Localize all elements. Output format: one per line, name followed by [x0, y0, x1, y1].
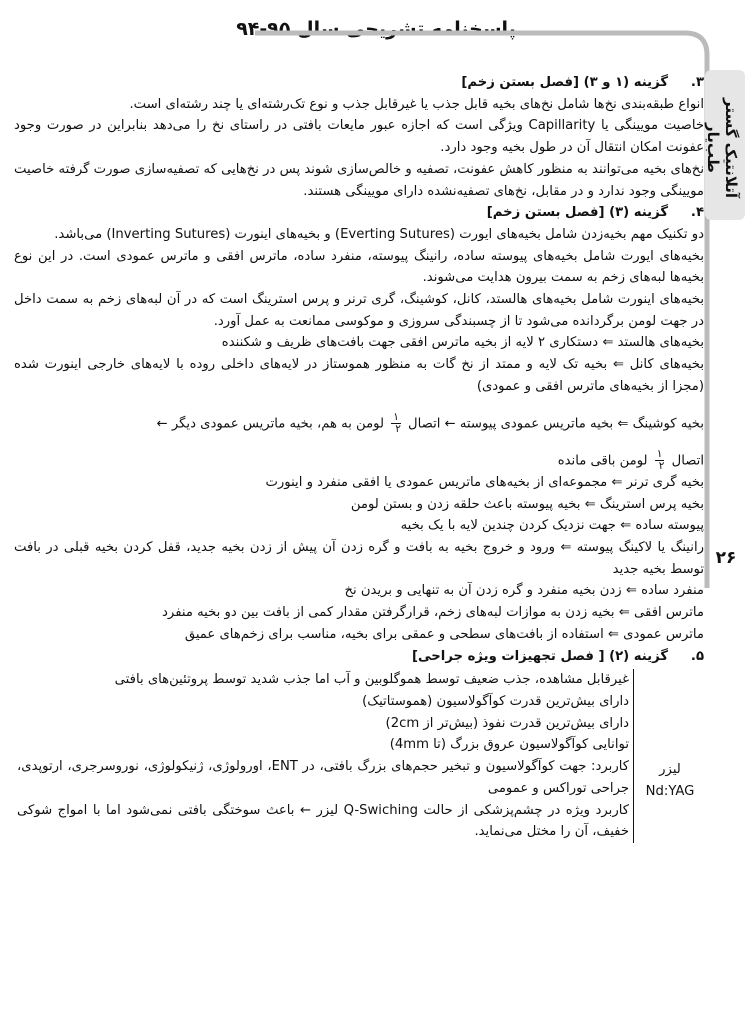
ndyag-line-4: توانایی کوآگولاسیون عروق بزرگ (تا 4mm) [389, 737, 629, 753]
q4-line-halsted: بخیه‌های هالستد ⇐ دستکاری ۲ لایه از بخیه ماترس افقی جهت بافت‌های ظریف و شکننده [221, 335, 704, 351]
fraction-denominator: ۲ [395, 422, 401, 435]
fraction-numerator: ۱ [656, 447, 663, 460]
cushing-part-a: بخیه کوشینگ ⇐ بخیه ماتریس عمودی پیوسته ← اتصال [408, 416, 704, 432]
question-5-number: ۵. [690, 648, 704, 664]
def-gray-turner: بخیه گری ترنر ⇐ مجموعه‌ای از بخیه‌های ماتریس عمودی یا افقی منفرد و اینورت [265, 474, 704, 490]
question-4-heading [14, 202, 704, 224]
q4-cushing-line [14, 412, 704, 435]
def-purse-string: بخیه پرس استرینگ ⇐ بخیه پیوسته باعث حلقه زدن و بستن لومن [350, 496, 704, 512]
fraction-half-1 [391, 412, 401, 435]
question-3-title: گزینه (۱ و ۳) [فصل بستن زخم] [461, 75, 668, 90]
ndyag-properties [17, 669, 634, 843]
def-simple-continuous: پیوسته ساده ⇐ جهت نزدیک کردن چندین لایه با یک بخیه [400, 518, 704, 534]
ndyag-block [14, 669, 704, 879]
q4-line-2: بخیه‌های ایورت شامل بخیه‌های پیوسته ساده، رانینگ پیوسته، منفرد ساده، ماترس افقی و ماترس عمودی است. در این نوع بخیه‌ها لبه‌های زخم به سمت بیرون هدایت می‌شوند. [14, 248, 704, 286]
q4-line-connell: بخیه‌های کانل ⇐ بخیه تک لایه و ممتد از نخ گات به منظور هموستاز در لایه‌های داخلی روده با لایه‌های خارجی اینورت شده (مجزا از بخیه‌های ماترس افقی و عمودی) [14, 357, 704, 394]
page-number: ۲۶ [715, 548, 737, 568]
ndyag-label-laser: لیزر [659, 762, 681, 778]
ndyag-label [636, 759, 704, 803]
def-vertical-mattress: ماترس عمودی ⇐ استفاده از بافت‌های سطحی و عمقی برای بخیه، مناسب برای زخم‌های عمیق [184, 626, 704, 642]
def-running-locking: رانینگ یا لاکینگ پیوسته ⇐ ورود و خروج بخیه به بافت و گره زدن آن پیش از زدن بخیه جدید، قفل کردن بخیه قبلی در بافت توسط بخیه جدید [14, 540, 704, 577]
def-simple-interrupted: منفرد ساده ⇐ زدن بخیه منفرد و گره زدن آن به تنهایی و بریدن نخ [344, 583, 704, 599]
q4-cushing-continuation [14, 449, 704, 472]
cushing-part-c: اتصال [671, 453, 704, 469]
q3-line-2: خاصیت مویینگی یا Capillarity ویژگی است که اجازه عبور مایعات بافتی در راستای نخ را می‌دهد بنابراین در صورت وجود عفونت امکان انتقال آن در طول بخیه وجود دارد. [14, 118, 705, 156]
def-horizontal-mattress: ماترس افقی ⇐ بخیه زدن به موازات لبه‌های زخم، قرارگرفتن مقدار کمی از بافت بین دو بخیه منفرد [162, 605, 704, 621]
cushing-part-d: لومن باقی مانده [557, 453, 648, 469]
ndyag-line-3: دارای بیش‌ترین قدرت نفوذ (بیش‌تر از 2cm) [385, 715, 629, 731]
page-title: پاسخنامه تشریحی سال ۹۵-۹۴ [236, 18, 516, 40]
q3-line-1: انواع طبقه‌بندی نخ‌ها شامل نخ‌های بخیه قابل جذب یا غیرقابل جذب و نوع تک‌رشته‌ای یا چند رشته‌ای است. [129, 96, 704, 112]
q4-line-3: بخیه‌های اینورت شامل بخیه‌های هالستد، کانل، کوشینگ، گری ترنر و پرس استرینگ است که در آن لبه‌های زخم به سمت داخل در جهت لومن برگردانده می‌شود تا از چسبندگی سروزی و موکوسی ممانعت به عمل آورد. [14, 292, 704, 329]
question-4-title: گزینه (۳) [فصل بستن زخم] [486, 205, 668, 221]
ndyag-label-name: Nd:YAG [645, 784, 695, 800]
ndyag-line-5: کاربرد: جهت کوآگولاسیون و تبخیر حجم‌های بزرگ بافتی، در ENT، اورولوژی، ژنیکولوژی، نوروسرجری، ارتوپدی، جراحی توراکس و عمومی [17, 759, 629, 796]
q3-line-3: نخ‌های بخیه می‌توانند به منظور کاهش عفونت، تصفیه و خالص‌سازی شوند پس در نخ‌هایی که تصفیه‌سازی صورت گرفته خاصیت مویینگی وجود ندارد و در مقابل، نخ‌های تصفیه‌نشده دارای مویینگی هستند. [14, 161, 704, 199]
cushing-part-b: لومن به هم، بخیه ماتریس عمودی دیگر ← [156, 416, 384, 432]
side-label: آتلانتیک گستر طب‌یار [704, 97, 740, 199]
fraction-numerator: ۱ [393, 410, 399, 423]
ndyag-line-1: غیرقابل مشاهده، جذب ضعیف توسط هموگلوبین و آب اما جذب شدید توسط پروتئین‌های بافتی [114, 672, 629, 688]
question-4-number: ۴. [690, 205, 704, 221]
ndyag-line-2: دارای بیش‌ترین قدرت کوآگولاسیون (هموستاتیک) [362, 693, 629, 709]
question-5-title: گزینه (۲) [ فصل تجهیزات ویژه جراحی] [411, 648, 668, 664]
fraction-half-2 [655, 449, 665, 472]
q4-line-1: دو تکنیک مهم بخیه‌زدن شامل بخیه‌های ایورت (Everting Sutures) و بخیه‌های اینورت (Inverting Sutures) می‌باشد. [54, 226, 704, 242]
fraction-denominator: ۲ [658, 459, 665, 472]
question-5-heading [14, 646, 704, 668]
question-3-number: ۳. [690, 75, 704, 90]
ndyag-line-6: کاربرد ویژه در چشم‌پزشکی از حالت Q-Swiching لیزر ← باعث سوختگی بافتی نمی‌شود اما با امواج شوکی خفیف، آن را مختل می‌نماید. [17, 802, 630, 840]
question-3-heading [14, 72, 704, 94]
